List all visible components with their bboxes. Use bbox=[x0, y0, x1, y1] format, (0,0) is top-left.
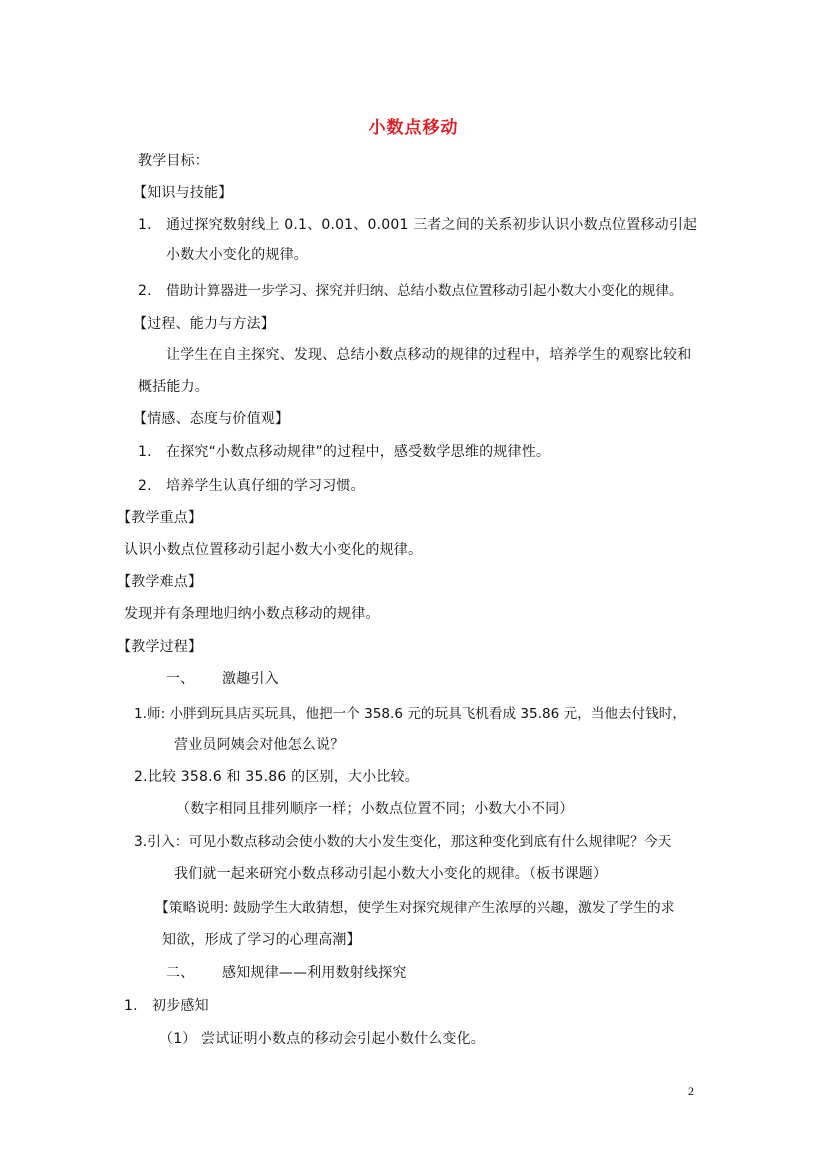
emotion-item-1: 在探究“小数点移动规律”的过程中，感受数学思维的规律性。 bbox=[166, 444, 551, 460]
procedure-heading: 【教学过程】 bbox=[117, 639, 203, 655]
list-number: 1. bbox=[138, 444, 152, 460]
knowledge-item-1-line2: 小数大小变化的规律。 bbox=[166, 247, 308, 263]
list-number: 1. bbox=[138, 217, 152, 233]
step-2-line2: （数字相同且排列顺序一样；小数点位置不同；小数大小不同） bbox=[176, 801, 574, 817]
process-line1: 让学生在自主探究、发现、总结小数点移动的规律的过程中，培养学生的观察比较和 bbox=[166, 347, 692, 363]
emotion-heading: 【情感、态度与价值观】 bbox=[133, 411, 290, 427]
section-1-title: 激趣引入 bbox=[222, 671, 279, 687]
section-number: 一、 bbox=[166, 671, 195, 687]
difficult-text: 发现并有条理地归纳小数点移动的规律。 bbox=[124, 606, 380, 622]
step-1-line1: 1.师: 小胖到玩具店买玩具，他把一个 358.6 元的玩具飞机看成 35.86 元，当他去付钱时， bbox=[134, 706, 686, 722]
objectives-heading: 教学目标： bbox=[138, 153, 209, 169]
difficult-heading: 【教学难点】 bbox=[117, 574, 203, 590]
knowledge-heading: 【知识与技能】 bbox=[133, 185, 233, 201]
step-2-line1: 2.比较 358.6 和 35.86 的区别，大小比较。 bbox=[134, 769, 419, 785]
emotion-item-2: 培养学生认真仔细的学习习惯。 bbox=[166, 478, 365, 494]
list-number: 1. bbox=[124, 998, 138, 1014]
list-number: 2. bbox=[138, 478, 152, 494]
section-2-title: 感知规律——利用数射线探究 bbox=[222, 965, 407, 981]
list-number: （1） bbox=[159, 1031, 197, 1047]
subsection-1-title: 初步感知 bbox=[152, 998, 209, 1014]
subsection-1a-text: 尝试证明小数点的移动会引起小数什么变化。 bbox=[201, 1031, 485, 1047]
strategy-line1: 【策略说明: 鼓励学生大敢猜想，使学生对探究规律产生浓厚的兴趣，激发了学生的求 bbox=[155, 900, 675, 916]
strategy-line2: 知欲，形成了学习的心理高潮】 bbox=[162, 932, 361, 948]
list-number: 2. bbox=[138, 283, 152, 299]
process-heading: 【过程、能力与方法】 bbox=[133, 316, 275, 332]
knowledge-item-2: 借助计算器进一步学习、探究并归纳、总结小数点位置移动引起小数大小变化的规律。 bbox=[166, 283, 683, 299]
process-line2: 概括能力。 bbox=[138, 379, 209, 395]
section-number: 二、 bbox=[166, 965, 195, 981]
page-number: 2 bbox=[688, 1084, 694, 1098]
key-heading: 【教学重点】 bbox=[117, 510, 203, 526]
step-1-line2: 营业员阿姨会对他怎么说？ bbox=[174, 737, 345, 753]
knowledge-item-1-line1: 通过探究数射线上 0.1、0.01、0.001 三者之间的关系初步认识小数点位置移动引起 bbox=[166, 217, 698, 233]
document-title: 小数点移动 bbox=[368, 118, 459, 138]
key-text: 认识小数点位置移动引起小数大小变化的规律。 bbox=[124, 542, 423, 558]
step-3-line1: 3.引入：可见小数点移动会使小数的大小发生变化，那这种变化到底有什么规律呢？今天 bbox=[134, 834, 672, 850]
step-3-line2: 我们就一起来研究小数点移动引起小数大小变化的规律。（板书课题） bbox=[174, 866, 608, 882]
